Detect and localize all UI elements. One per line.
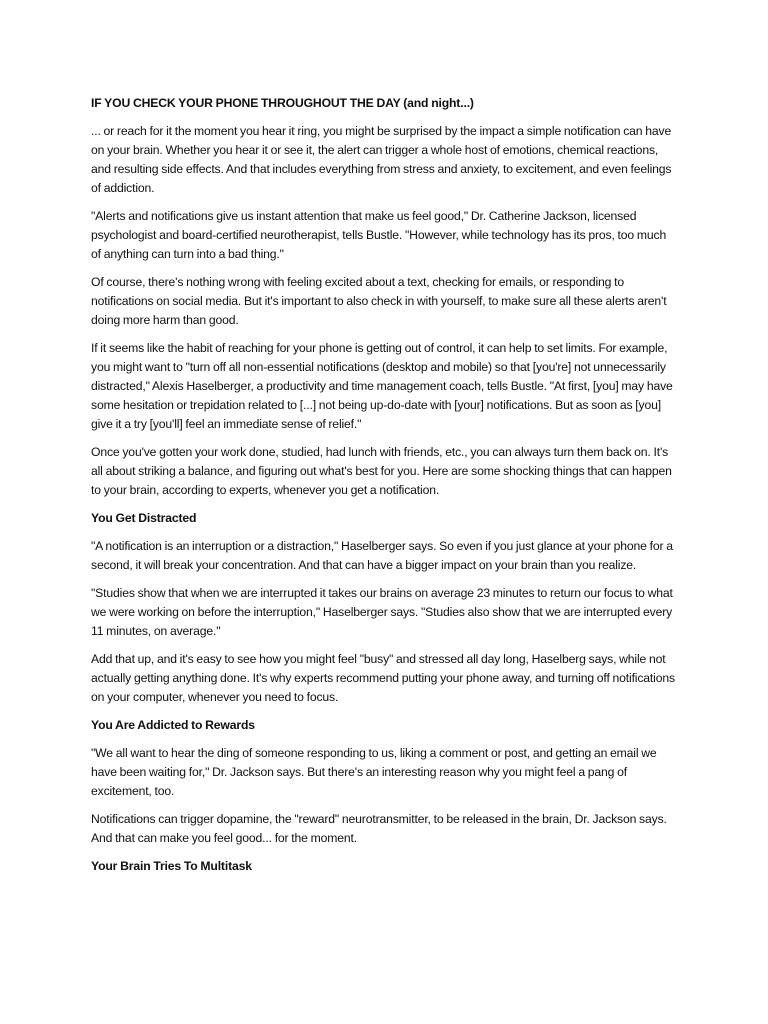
distracted-paragraph-1: "A notification is an interruption or a distraction," Haselberger says. So even if you just glance at your phone for a second, it will break your concentration. And that can have a bigger impact on your brain than you realize. — [91, 539, 673, 572]
distracted-paragraph-3: Add that up, and it's easy to see how you might feel "busy" and stressed all day long, Haselberg says, while not actually getting anything done. It's why experts recommend putting your phone away, and turning off notifications on your computer, whenever you need to focus. — [91, 652, 675, 704]
section-heading-distracted: You Get Distracted — [91, 511, 197, 525]
intro-paragraph-3: Of course, there's nothing wrong with feeling excited about a text, checking for emails, or responding to notifications on social media. But it's important to also check in with yourself, to make sure all these alerts aren't doing more harm than good. — [91, 275, 667, 327]
intro-paragraph-4: If it seems like the habit of reaching for your phone is getting out of control, it can help to set limits. For example, you might want to "turn off all non-essential notifications (desktop and mobile) so that [you're] not unnecessarily distracted," Alexis Haselberger, a productivity and time management coach, tells Bustle. "At first, [you] may have some hesitation or trepidation related to [...] not being up-do-date with [your] notifications. But as soon as [you] give it a try [you'll] feel an immediate sense of relief." — [91, 341, 673, 431]
rewards-paragraph-1: "We all want to hear the ding of someone responding to us, liking a comment or post, and getting an email we have been waiting for," Dr. Jackson says. But there's an interesting reason why you might feel a pang of excitement, too. — [91, 746, 657, 798]
intro-paragraph-2: "Alerts and notifications give us instant attention that make us feel good," Dr. Catherine Jackson, licensed psychologist and board-certified neurotherapist, tells Bustle. "However, while technology has its pros, too much of anything can turn into a bad thing." — [91, 209, 667, 261]
intro-paragraph-5: Once you've gotten your work done, studied, had lunch with friends, etc., you can always turn them back on. It's all about striking a balance, and figuring out what's best for you. Here are some shocking things that can happen to your brain, according to experts, whenever you get a notification. — [91, 445, 672, 497]
section-heading-rewards: You Are Addicted to Rewards — [91, 718, 255, 732]
distracted-paragraph-2: "Studies show that when we are interrupted it takes our brains on average 23 minutes to return our focus to what we were working on before the interruption," Haselberger says. "Studies also show that we are interrupted every 11 minutes, on average." — [91, 586, 673, 638]
section-heading-multitask: Your Brain Tries To Multitask — [91, 859, 252, 873]
rewards-paragraph-2: Notifications can trigger dopamine, the "reward" neurotransmitter, to be released in the brain, Dr. Jackson says. And that can make you feel good... for the moment. — [91, 812, 667, 845]
intro-paragraph-1: ... or reach for it the moment you hear it ring, you might be surprised by the impact a simple notification can have on your brain. Whether you hear it or see it, the alert can trigger a whole host of emotions, chemical reactions, and resulting side effects. And that includes everything from stress and anxiety, to excitement, and even feelings of addiction. — [91, 124, 672, 195]
document-title: IF YOU CHECK YOUR PHONE THROUGHOUT THE DAY (and night...) — [91, 96, 474, 110]
